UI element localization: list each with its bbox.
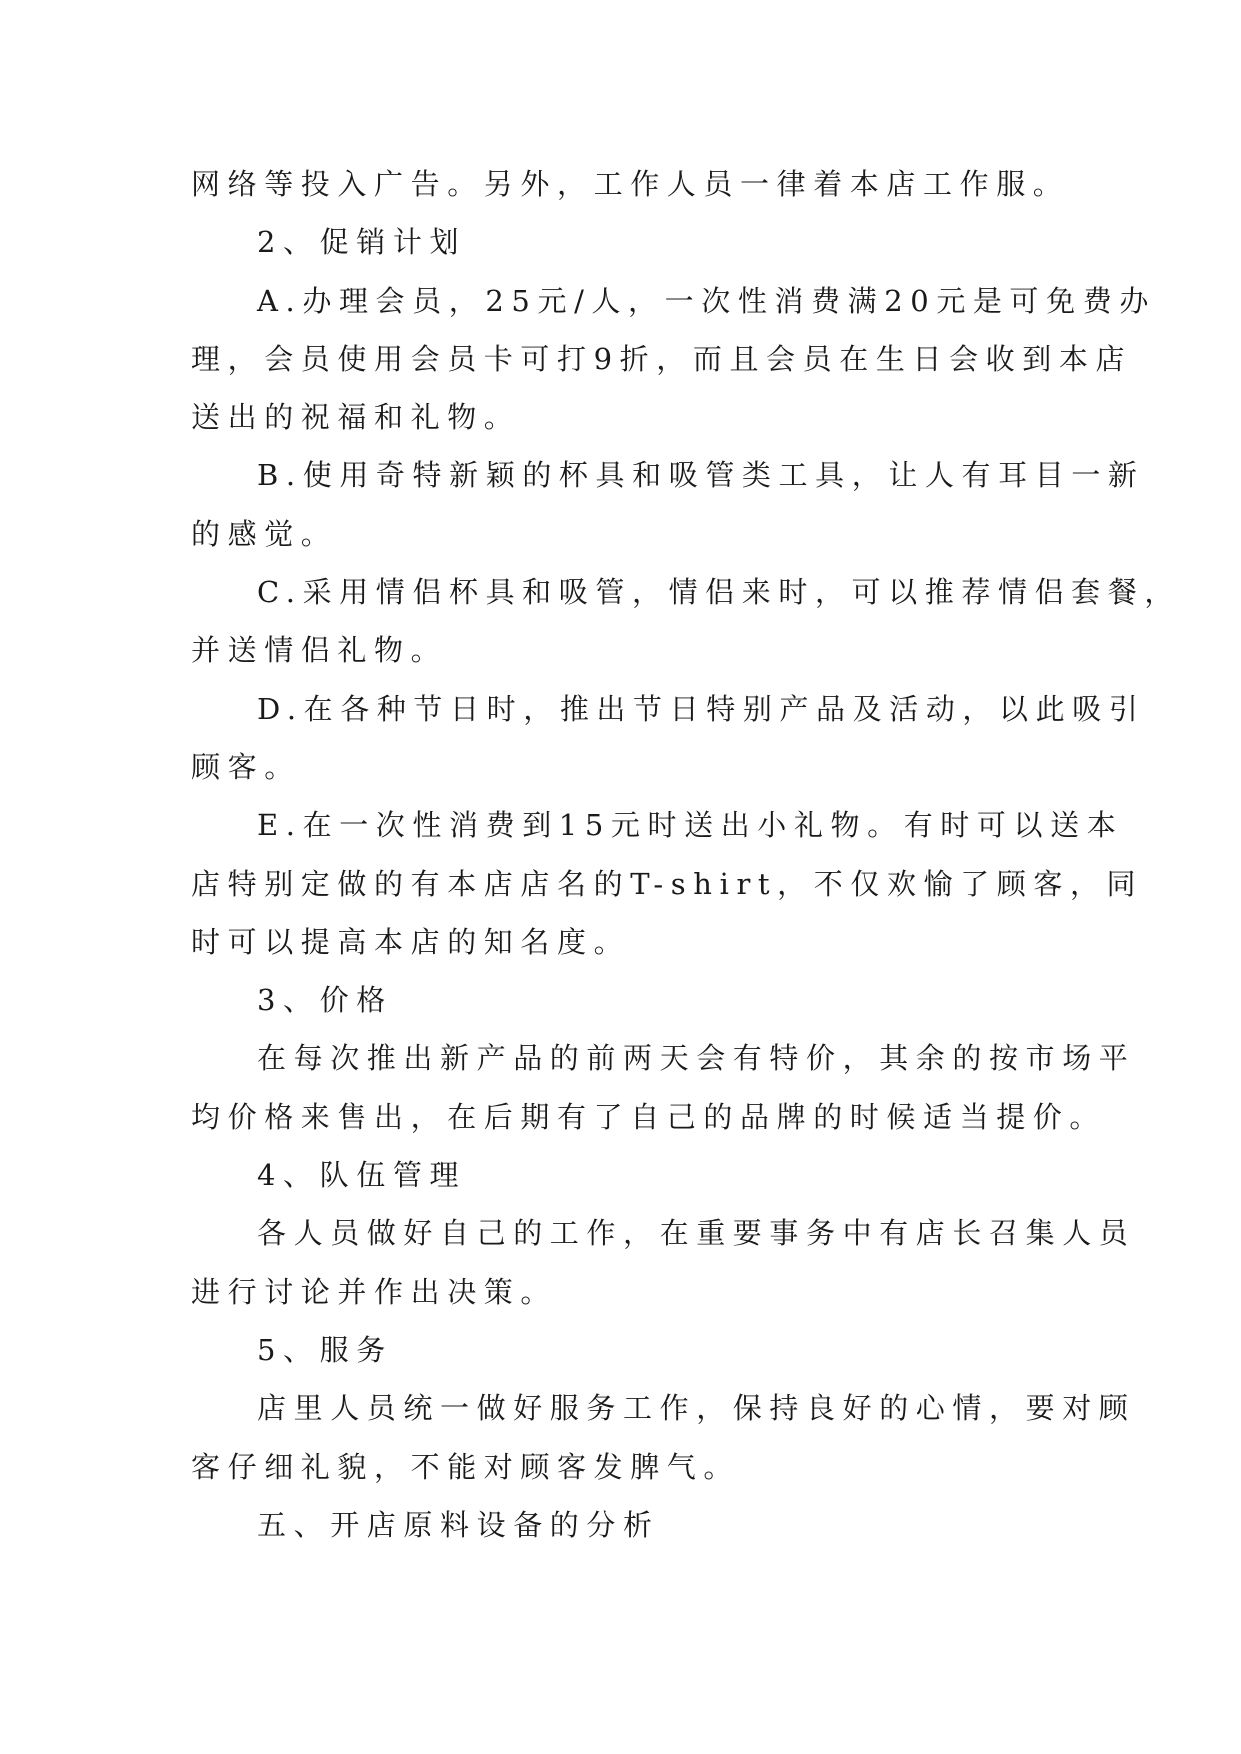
body-text-line: 在每次推出新产品的前两天会有特价，其余的按市场平 [257, 1041, 1136, 1076]
list-item-c-line: C.采用情侣杯具和吸管，情侣来时，可以推荐情侣套餐， [257, 575, 1181, 610]
list-item-a-line: A.办理会员，25元/人，一次性消费满20元是可免费办 [257, 283, 1156, 318]
section-heading-team-management: 4、队伍管理 [257, 1158, 467, 1193]
list-item-e-line: E.在一次性消费到15元时送出小礼物。有时可以送本 [257, 808, 1124, 843]
body-text-line: 均价格来售出，在后期有了自己的品牌的时候适当提价。 [191, 1099, 1107, 1134]
body-text-line: 客仔细礼貌，不能对顾客发脾气。 [191, 1449, 741, 1484]
list-item-b-line: B.使用奇特新颖的杯具和吸管类工具，让人有耳目一新 [257, 458, 1145, 493]
list-item-d-line: D.在各种节日时，推出节日特别产品及活动，以此吸引 [257, 691, 1146, 726]
document-body [191, 155, 1181, 1554]
section-heading-promotion-plan: 2、促销计划 [257, 225, 467, 260]
body-text-line: 店里人员统一做好服务工作，保持良好的心情，要对顾 [257, 1391, 1136, 1426]
chapter-heading-equipment-analysis: 五、开店原料设备的分析 [257, 1507, 660, 1542]
body-text-line: 进行讨论并作出决策。 [191, 1274, 558, 1309]
body-text-line: 网络等投入广告。另外，工作人员一律着本店工作服。 [191, 167, 1070, 201]
list-item-e-line: 店特别定做的有本店店名的T-shirt，不仅欢愉了顾客，同 [191, 866, 1144, 901]
section-heading-price: 3、价格 [257, 983, 393, 1018]
list-item-e-line: 时可以提高本店的知名度。 [191, 924, 631, 959]
body-text-line: 各人员做好自己的工作，在重要事务中有店长召集人员 [257, 1216, 1136, 1251]
list-item-b-line: 的感觉。 [191, 516, 338, 551]
list-item-a-line: 理，会员使用会员卡可打9折，而且会员在生日会收到本店 [191, 341, 1133, 376]
list-item-a-line: 送出的祝福和礼物。 [191, 400, 521, 435]
list-item-c-line: 并送情侣礼物。 [191, 633, 448, 668]
section-heading-service: 5、服务 [257, 1332, 393, 1367]
list-item-d-line: 顾客。 [191, 749, 301, 784]
